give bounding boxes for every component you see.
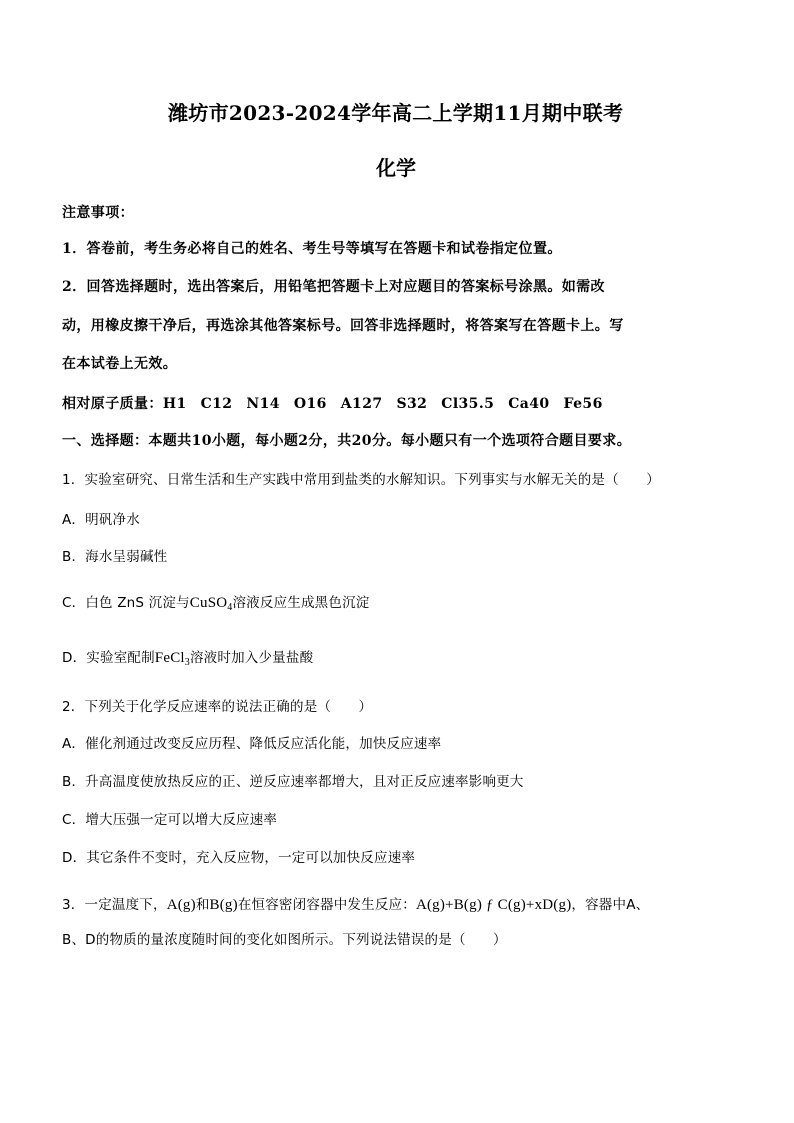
formula-fecl3: FeCl$_3$ xyxy=(154,650,190,668)
formula-cuso4: CuSO$_4$ xyxy=(189,595,233,613)
atomic-mass-value: Fe56 xyxy=(563,396,603,412)
notes-item-1: 1．答卷前，考生务必将自己的姓名、考生号等填写在答题卡和试卷指定位置。 xyxy=(62,241,562,257)
atomic-mass-value: Ca40 xyxy=(508,396,550,412)
question-3-stem-line-1: 3．一定温度下，A(g)和B(g)在恒容密闭容器中发生反应：A(g)+B(g) ƒ C(g)+xD(g)，容器中A、 xyxy=(62,897,650,913)
question-2-stem: 2．下列关于化学反应速率的说法正确的是（ ） xyxy=(62,699,373,715)
page-title: 潍坊市2023-2024学年高二上学期11月期中联考 xyxy=(168,101,624,125)
notes-heading: 注意事项： xyxy=(62,205,134,221)
question-1-stem: 1．实验室研究、日常生活和生产实践中常用到盐类的水解知识。下列事实与水解无关的是（ ） xyxy=(62,472,660,488)
question-3-stem-line-2: B、D的物质的量浓度随时间的变化如图所示。下列说法错误的是（ ） xyxy=(62,932,507,948)
atomic-masses xyxy=(62,393,617,413)
notes-item-2-line-1: 2．回答选择题时，选出答案后，用铅笔把答题卡上对应题目的答案标号涂黑。如需改 xyxy=(62,279,605,295)
option-d-text: D．实验室配制 xyxy=(62,650,155,666)
atomic-mass-value: H1 xyxy=(162,396,187,412)
atomic-masses-label: 相对原子质量： xyxy=(62,396,163,412)
question-2-option-c: C．增大压强一定可以增大反应速率 xyxy=(62,812,278,828)
atomic-mass-value: A127 xyxy=(340,396,383,412)
option-d-text-end: 溶液时加入少量盐酸 xyxy=(189,650,314,666)
species-b: B(g) xyxy=(209,897,238,913)
subject-title: 化学 xyxy=(376,156,416,180)
atomic-mass-value: O16 xyxy=(293,396,327,412)
question-2-option-b: B．升高温度使放热反应的正、逆反应速率都增大，且对正反应速率影响更大 xyxy=(62,774,524,790)
notes-item-2-line-3: 在本试卷上无效。 xyxy=(62,356,178,372)
atomic-mass-value: Cl35.5 xyxy=(441,396,495,412)
option-c-text: C．白色 ZnS 沉淀与 xyxy=(62,595,190,611)
question-1-option-d xyxy=(62,646,313,667)
section-1-heading: 一、选择题：本题共10小题，每小题2分，共20分。每小题只有一个选项符合题目要求。 xyxy=(62,433,632,449)
species-a: A(g) xyxy=(166,897,196,913)
atomic-mass-value: N14 xyxy=(246,396,280,412)
atomic-mass-value: C12 xyxy=(200,396,233,412)
question-2-option-d: D．其它条件不变时，充入反应物，一定可以加快反应速率 xyxy=(62,850,416,866)
option-c-text-end: 溶液反应生成黑色沉淀 xyxy=(232,595,370,611)
question-2-option-a: A．催化剂通过改变反应历程、降低反应活化能，加快反应速率 xyxy=(62,736,442,752)
atomic-mass-value: S32 xyxy=(396,396,428,412)
question-1-option-c xyxy=(62,591,369,612)
reaction-equation: A(g)+B(g) ƒ C(g)+xD(g) xyxy=(415,897,572,913)
question-1-option-b: B．海水呈弱碱性 xyxy=(62,549,168,565)
notes-item-2-line-2: 动，用橡皮擦干净后，再选涂其他答案标号。回答非选择题时，将答案写在答题卡上。写 xyxy=(62,318,624,334)
question-1-option-a: A．明矾净水 xyxy=(62,512,140,528)
